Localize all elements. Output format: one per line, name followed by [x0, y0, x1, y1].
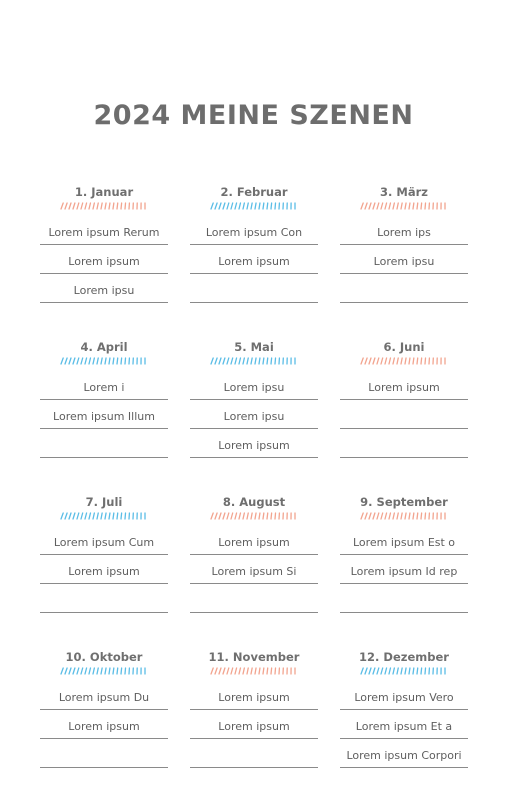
hatch-stroke — [215, 513, 217, 519]
hatch-stroke — [271, 358, 272, 364]
hatch-stroke — [121, 358, 122, 364]
hatch-stroke — [125, 358, 126, 364]
hatch-stroke — [113, 668, 114, 674]
hatch-stroke — [393, 668, 394, 674]
hatch-stroke — [93, 358, 94, 364]
month-block — [40, 182, 168, 337]
hatch-stroke — [401, 203, 402, 209]
page-title: 2024 MEINE SZENEN — [0, 100, 507, 131]
entry-line[interactable]: Lorem ips — [340, 216, 468, 245]
hatch-stroke — [247, 203, 248, 209]
hatch-stroke — [215, 203, 217, 209]
entry-line[interactable]: Lorem ipsum — [190, 245, 318, 274]
hatch-stroke — [405, 203, 406, 209]
hatch-stroke — [89, 203, 90, 209]
hatch-stroke — [231, 668, 233, 674]
hatch-stroke — [247, 668, 248, 674]
hatch-stroke — [263, 668, 264, 674]
hatch-stroke — [89, 358, 90, 364]
hatch-stroke — [77, 358, 79, 364]
hatch-stroke — [381, 513, 383, 519]
entry-lines — [40, 526, 168, 613]
hatch-stroke — [117, 358, 118, 364]
hatch-stroke — [421, 513, 422, 519]
hatch-stroke — [97, 513, 98, 519]
hatch-stroke — [389, 203, 390, 209]
hatch-stroke — [397, 358, 398, 364]
hatch-stroke — [219, 358, 221, 364]
entry-lines — [40, 371, 168, 458]
hatch-stroke — [275, 203, 276, 209]
entry-line[interactable]: Lorem ipsum — [40, 555, 168, 584]
hatch-stroke — [365, 668, 367, 674]
hatch-divider — [209, 667, 299, 675]
hatch-stroke — [215, 668, 217, 674]
entry-line[interactable] — [40, 584, 168, 613]
hatch-stroke — [409, 668, 410, 674]
hatch-stroke — [93, 668, 94, 674]
hatch-stroke — [235, 668, 237, 674]
hatch-stroke — [373, 358, 375, 364]
entry-line[interactable]: Lorem ipsum — [40, 710, 168, 739]
month-block — [40, 492, 168, 647]
hatch-stroke — [255, 513, 256, 519]
hatch-stroke — [69, 203, 71, 209]
hatch-stroke — [61, 668, 63, 674]
entry-line[interactable]: Lorem ipsum Cum — [40, 526, 168, 555]
hatch-stroke — [97, 668, 98, 674]
hatch-stroke — [369, 513, 371, 519]
hatch-divider — [359, 667, 449, 675]
hatch-stroke — [413, 668, 414, 674]
hatch-stroke — [97, 358, 98, 364]
hatch-stroke — [381, 203, 383, 209]
hatch-stroke — [121, 203, 122, 209]
hatch-stroke — [61, 203, 63, 209]
hatch-stroke — [361, 668, 363, 674]
hatch-stroke — [73, 358, 75, 364]
hatch-stroke — [259, 358, 260, 364]
hatch-stroke — [267, 203, 268, 209]
entry-line[interactable]: Lorem ipsu — [340, 245, 468, 274]
month-title: 9. September — [340, 494, 468, 510]
month-block — [40, 337, 168, 492]
hatch-stroke — [417, 358, 418, 364]
hatch-stroke — [425, 203, 426, 209]
hatch-stroke — [81, 203, 83, 209]
hatch-stroke — [255, 358, 256, 364]
hatch-stroke — [377, 513, 379, 519]
hatch-stroke — [381, 668, 383, 674]
month-block — [340, 647, 468, 802]
hatch-stroke — [65, 668, 67, 674]
hatch-stroke — [385, 358, 387, 364]
hatch-stroke — [239, 358, 240, 364]
hatch-stroke — [421, 203, 422, 209]
month-block — [190, 337, 318, 492]
hatch-stroke — [271, 203, 272, 209]
hatch-stroke — [69, 668, 71, 674]
hatch-stroke — [251, 203, 252, 209]
entry-lines — [40, 216, 168, 303]
hatch-stroke — [243, 668, 244, 674]
entry-lines — [340, 371, 468, 458]
entry-line[interactable]: Lorem ipsum Corpori — [340, 739, 468, 768]
hatch-divider — [59, 202, 149, 210]
hatch-stroke — [389, 668, 390, 674]
months-grid — [40, 182, 468, 802]
entry-line[interactable]: Lorem ipsu — [190, 371, 318, 400]
hatch-stroke — [227, 668, 229, 674]
hatch-stroke — [409, 203, 410, 209]
entry-line[interactable]: Lorem ipsum — [190, 429, 318, 458]
hatch-stroke — [369, 668, 371, 674]
hatch-stroke — [85, 513, 87, 519]
hatch-stroke — [401, 358, 402, 364]
hatch-divider — [209, 202, 299, 210]
entry-lines — [190, 681, 318, 768]
hatch-stroke — [93, 513, 94, 519]
hatch-stroke — [239, 668, 240, 674]
entry-lines — [340, 681, 468, 768]
month-block — [190, 492, 318, 647]
hatch-divider — [359, 202, 449, 210]
entry-lines — [190, 216, 318, 303]
hatch-stroke — [259, 668, 260, 674]
entry-line[interactable]: Lorem ipsum Illum — [40, 400, 168, 429]
hatch-stroke — [223, 668, 225, 674]
month-block — [340, 182, 468, 337]
hatch-stroke — [425, 513, 426, 519]
hatch-stroke — [401, 668, 402, 674]
hatch-stroke — [231, 203, 233, 209]
hatch-stroke — [65, 513, 67, 519]
hatch-stroke — [61, 513, 63, 519]
entry-line[interactable]: Lorem ipsum Du — [40, 681, 168, 710]
hatch-stroke — [243, 203, 244, 209]
hatch-stroke — [397, 203, 398, 209]
hatch-stroke — [365, 203, 367, 209]
hatch-stroke — [413, 513, 414, 519]
entry-lines — [340, 526, 468, 613]
entry-line[interactable] — [340, 429, 468, 458]
hatch-stroke — [211, 203, 213, 209]
hatch-stroke — [421, 668, 422, 674]
hatch-stroke — [239, 203, 240, 209]
hatch-stroke — [389, 513, 390, 519]
entry-line[interactable] — [190, 739, 318, 768]
hatch-stroke — [223, 513, 225, 519]
hatch-stroke — [105, 668, 106, 674]
hatch-stroke — [373, 203, 375, 209]
entry-line[interactable] — [40, 429, 168, 458]
hatch-stroke — [267, 513, 268, 519]
hatch-stroke — [267, 668, 268, 674]
hatch-stroke — [251, 358, 252, 364]
hatch-stroke — [117, 203, 118, 209]
hatch-stroke — [421, 358, 422, 364]
hatch-stroke — [101, 358, 102, 364]
hatch-stroke — [125, 668, 126, 674]
hatch-stroke — [263, 358, 264, 364]
month-block — [340, 337, 468, 492]
hatch-stroke — [105, 203, 106, 209]
hatch-stroke — [275, 513, 276, 519]
hatch-stroke — [271, 513, 272, 519]
hatch-stroke — [81, 513, 83, 519]
hatch-stroke — [275, 358, 276, 364]
entry-lines — [190, 526, 318, 613]
hatch-stroke — [85, 203, 87, 209]
entry-line[interactable]: Lorem ipsum Est o — [340, 526, 468, 555]
hatch-divider — [209, 357, 299, 365]
hatch-stroke — [255, 668, 256, 674]
hatch-stroke — [417, 668, 418, 674]
hatch-stroke — [101, 513, 102, 519]
hatch-stroke — [219, 203, 221, 209]
hatch-stroke — [361, 358, 363, 364]
entry-lines — [340, 216, 468, 303]
hatch-stroke — [219, 668, 221, 674]
hatch-stroke — [247, 358, 248, 364]
hatch-stroke — [73, 513, 75, 519]
month-title: 8. August — [190, 494, 318, 510]
hatch-stroke — [405, 513, 406, 519]
entry-line[interactable]: Lorem ipsum — [190, 681, 318, 710]
hatch-stroke — [409, 513, 410, 519]
hatch-stroke — [243, 358, 244, 364]
hatch-stroke — [125, 203, 126, 209]
month-title: 5. Mai — [190, 339, 318, 355]
entry-line[interactable] — [340, 584, 468, 613]
hatch-stroke — [247, 513, 248, 519]
hatch-stroke — [227, 513, 229, 519]
hatch-stroke — [393, 358, 394, 364]
hatch-stroke — [125, 513, 126, 519]
hatch-stroke — [105, 513, 106, 519]
entry-lines — [40, 681, 168, 768]
entry-line[interactable]: Lorem ipsum Id rep — [340, 555, 468, 584]
hatch-divider — [59, 357, 149, 365]
hatch-stroke — [267, 358, 268, 364]
hatch-divider — [59, 512, 149, 520]
month-title: 12. Dezember — [340, 649, 468, 665]
entry-line[interactable]: Lorem ipsum Si — [190, 555, 318, 584]
hatch-stroke — [81, 358, 83, 364]
hatch-stroke — [109, 203, 110, 209]
hatch-stroke — [97, 203, 98, 209]
hatch-stroke — [405, 358, 406, 364]
hatch-stroke — [369, 358, 371, 364]
hatch-stroke — [259, 203, 260, 209]
hatch-stroke — [393, 513, 394, 519]
hatch-stroke — [85, 358, 87, 364]
month-title: 2. Februar — [190, 184, 318, 200]
hatch-stroke — [89, 513, 90, 519]
entry-line[interactable]: Lorem ipsu — [190, 400, 318, 429]
hatch-stroke — [275, 668, 276, 674]
hatch-stroke — [117, 513, 118, 519]
entry-line[interactable]: Lorem ipsum — [40, 245, 168, 274]
month-block — [190, 182, 318, 337]
hatch-divider — [209, 512, 299, 520]
month-block — [340, 492, 468, 647]
hatch-stroke — [73, 203, 75, 209]
hatch-divider — [59, 667, 149, 675]
month-block — [190, 647, 318, 802]
hatch-stroke — [231, 358, 233, 364]
hatch-stroke — [113, 358, 114, 364]
hatch-stroke — [219, 513, 221, 519]
entry-line[interactable] — [340, 400, 468, 429]
hatch-stroke — [101, 203, 102, 209]
hatch-stroke — [365, 358, 367, 364]
hatch-stroke — [425, 668, 426, 674]
hatch-stroke — [227, 358, 229, 364]
hatch-stroke — [61, 358, 63, 364]
hatch-stroke — [397, 668, 398, 674]
hatch-stroke — [109, 513, 110, 519]
hatch-stroke — [211, 513, 213, 519]
hatch-stroke — [393, 203, 394, 209]
hatch-stroke — [223, 358, 225, 364]
hatch-stroke — [389, 358, 390, 364]
hatch-stroke — [413, 358, 414, 364]
hatch-stroke — [69, 358, 71, 364]
hatch-stroke — [117, 668, 118, 674]
hatch-stroke — [101, 668, 102, 674]
month-block — [40, 647, 168, 802]
month-title: 1. Januar — [40, 184, 168, 200]
hatch-stroke — [77, 513, 79, 519]
hatch-stroke — [73, 668, 75, 674]
hatch-stroke — [109, 358, 110, 364]
hatch-stroke — [377, 358, 379, 364]
hatch-stroke — [417, 513, 418, 519]
month-title: 10. Oktober — [40, 649, 168, 665]
hatch-stroke — [251, 668, 252, 674]
hatch-stroke — [239, 513, 240, 519]
entry-line[interactable] — [40, 739, 168, 768]
month-title: 4. April — [40, 339, 168, 355]
hatch-stroke — [263, 513, 264, 519]
hatch-stroke — [377, 668, 379, 674]
hatch-stroke — [385, 513, 387, 519]
entry-line[interactable]: Lorem i — [40, 371, 168, 400]
entry-line[interactable]: Lorem ipsum Vero — [340, 681, 468, 710]
hatch-stroke — [93, 203, 94, 209]
hatch-stroke — [235, 513, 237, 519]
hatch-stroke — [211, 358, 213, 364]
hatch-stroke — [373, 513, 375, 519]
hatch-stroke — [425, 358, 426, 364]
hatch-stroke — [85, 668, 87, 674]
hatch-stroke — [271, 668, 272, 674]
hatch-stroke — [397, 513, 398, 519]
hatch-stroke — [381, 358, 383, 364]
hatch-stroke — [409, 358, 410, 364]
month-title: 3. März — [340, 184, 468, 200]
hatch-stroke — [235, 358, 237, 364]
month-title: 7. Juli — [40, 494, 168, 510]
entry-line[interactable] — [190, 584, 318, 613]
hatch-stroke — [105, 358, 106, 364]
hatch-stroke — [121, 668, 122, 674]
hatch-stroke — [121, 513, 122, 519]
hatch-stroke — [69, 513, 71, 519]
hatch-stroke — [65, 203, 67, 209]
hatch-stroke — [259, 513, 260, 519]
hatch-stroke — [81, 668, 83, 674]
entry-line[interactable]: Lorem ipsum Con — [190, 216, 318, 245]
month-title: 6. Juni — [340, 339, 468, 355]
hatch-stroke — [369, 203, 371, 209]
hatch-stroke — [263, 203, 264, 209]
hatch-stroke — [243, 513, 244, 519]
entry-line[interactable] — [340, 274, 468, 303]
entry-line[interactable]: Lorem ipsum — [190, 526, 318, 555]
hatch-stroke — [365, 513, 367, 519]
entry-line[interactable]: Lorem ipsu — [40, 274, 168, 303]
hatch-stroke — [109, 668, 110, 674]
entry-line[interactable]: Lorem ipsum Rerum — [40, 216, 168, 245]
entry-line[interactable]: Lorem ipsum — [340, 371, 468, 400]
hatch-stroke — [361, 203, 363, 209]
hatch-stroke — [235, 203, 237, 209]
hatch-stroke — [377, 203, 379, 209]
month-title: 11. November — [190, 649, 318, 665]
hatch-divider — [359, 512, 449, 520]
hatch-stroke — [361, 513, 363, 519]
hatch-stroke — [385, 203, 387, 209]
hatch-stroke — [65, 358, 67, 364]
hatch-stroke — [401, 513, 402, 519]
hatch-stroke — [223, 203, 225, 209]
hatch-stroke — [211, 668, 213, 674]
entry-line[interactable]: Lorem ipsum Et a — [340, 710, 468, 739]
hatch-stroke — [251, 513, 252, 519]
hatch-stroke — [385, 668, 387, 674]
hatch-stroke — [77, 203, 79, 209]
hatch-stroke — [89, 668, 90, 674]
hatch-stroke — [255, 203, 256, 209]
hatch-stroke — [113, 513, 114, 519]
entry-line[interactable] — [190, 274, 318, 303]
hatch-stroke — [227, 203, 229, 209]
hatch-divider — [359, 357, 449, 365]
hatch-stroke — [417, 203, 418, 209]
hatch-stroke — [405, 668, 406, 674]
hatch-stroke — [373, 668, 375, 674]
hatch-stroke — [231, 513, 233, 519]
hatch-stroke — [215, 358, 217, 364]
hatch-stroke — [77, 668, 79, 674]
hatch-stroke — [113, 203, 114, 209]
hatch-stroke — [413, 203, 414, 209]
entry-line[interactable]: Lorem ipsum — [190, 710, 318, 739]
entry-lines — [190, 371, 318, 458]
